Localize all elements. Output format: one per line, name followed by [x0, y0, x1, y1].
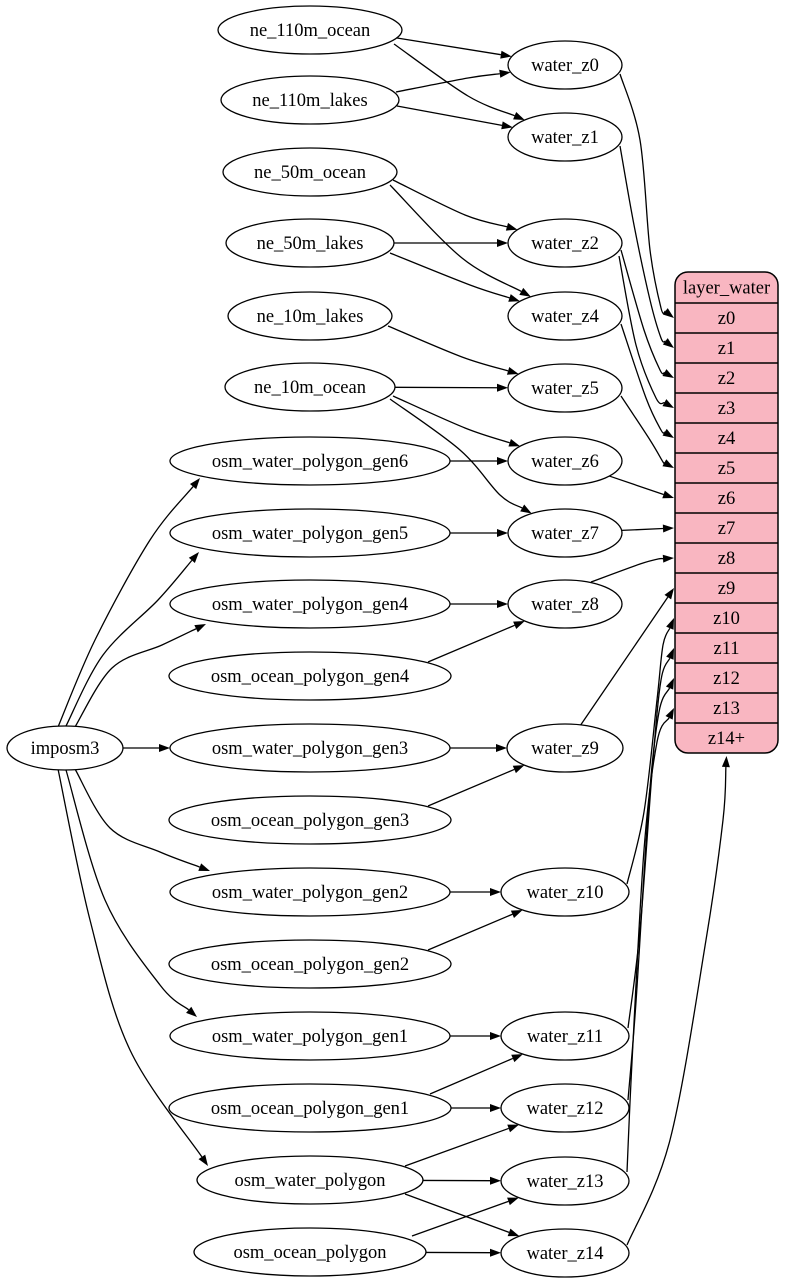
arrowhead-icon — [507, 367, 519, 375]
table-row-z12: z12 — [713, 669, 740, 689]
node-label-water_z7: water_z7 — [531, 524, 599, 544]
table-row-z3: z3 — [717, 399, 736, 419]
node-water_z14 — [501, 1229, 629, 1277]
node-label-water_z13: water_z13 — [526, 1172, 604, 1192]
arrowhead-icon — [490, 1104, 501, 1112]
node-label-ne_110m_lakes: ne_110m_lakes — [252, 91, 368, 111]
arrowhead-icon — [507, 1125, 519, 1133]
node-label-ne_10m_ocean: ne_10m_ocean — [254, 378, 366, 398]
edge-water_z0-to-z0 — [620, 74, 665, 313]
arrowhead-icon — [513, 765, 525, 773]
edge-ne_50m_ocean-to-water_z2 — [393, 180, 507, 227]
table-row-z5: z5 — [717, 459, 736, 479]
edge-ne_110m_lakes-to-water_z1 — [397, 106, 502, 125]
node-label-imposm3: imposm3 — [30, 739, 100, 759]
table-row-z1: z1 — [717, 339, 736, 359]
arrowhead-icon — [497, 457, 508, 465]
node-osm_water_polygon — [197, 1156, 423, 1204]
edge-ne_110m_ocean-to-water_z0 — [397, 38, 501, 55]
edge-ne_50m_lakes-to-water_z4 — [390, 253, 509, 298]
node-label-osm_water_polygon_gen5: osm_water_polygon_gen5 — [211, 524, 409, 544]
node-osm_water_polygon_gen6 — [170, 437, 450, 485]
arrowhead-icon — [497, 384, 508, 392]
arrowhead-icon — [490, 1249, 501, 1257]
node-osm_ocean_polygon_gen1 — [169, 1084, 451, 1132]
table-row-z7: z7 — [717, 519, 736, 539]
table-row-z13: z13 — [713, 699, 740, 719]
edges-layer — [58, 38, 730, 1257]
node-ne_110m_ocean — [218, 6, 402, 54]
node-label-osm_ocean_polygon_gen1: osm_ocean_polygon_gen1 — [210, 1099, 410, 1119]
arrowhead-icon — [508, 294, 520, 302]
node-label-osm_ocean_polygon: osm_ocean_polygon — [233, 1243, 387, 1263]
arrowhead-icon — [497, 239, 508, 247]
edge-osm_ocean_polygon-to-water_z13 — [412, 1201, 508, 1236]
edge-osm_ocean_polygon_gen3-to-water_z9 — [428, 769, 514, 806]
node-water_z10 — [501, 868, 629, 916]
node-label-water_z11: water_z11 — [526, 1027, 604, 1047]
nodes-layer — [7, 6, 629, 1277]
edge-water_z14-to-z14+ — [627, 767, 726, 1245]
node-label-water_z10: water_z10 — [526, 883, 604, 903]
node-label-ne_50m_ocean: ne_50m_ocean — [254, 163, 366, 183]
arrowhead-icon — [666, 648, 674, 660]
node-osm_water_polygon_gen5 — [170, 509, 450, 557]
node-osm_ocean_polygon_gen2 — [169, 940, 451, 988]
arrowhead-icon — [490, 1032, 501, 1040]
arrowhead-icon — [662, 369, 674, 378]
arrowhead-icon — [507, 1198, 519, 1206]
arrowhead-icon — [666, 678, 674, 690]
table-row-z10: z10 — [713, 609, 740, 629]
arrowhead-icon — [662, 399, 674, 408]
table-row-z6: z6 — [717, 489, 736, 509]
node-ne_50m_ocean — [223, 148, 397, 196]
arrowhead-icon — [722, 756, 730, 767]
node-label-osm_water_polygon_gen3: osm_water_polygon_gen3 — [211, 739, 409, 759]
node-ne_10m_ocean — [225, 363, 395, 411]
node-osm_ocean_polygon — [194, 1228, 426, 1276]
arrowhead-icon — [513, 621, 525, 629]
arrowhead-icon — [490, 1177, 501, 1185]
table-row-z14+: z14+ — [707, 729, 746, 749]
node-water_z4 — [508, 292, 622, 340]
node-label-water_z9: water_z9 — [531, 739, 599, 759]
edge-water_z7-to-z7 — [622, 529, 663, 531]
arrowhead-icon — [666, 618, 674, 630]
table-row-z2: z2 — [717, 369, 736, 389]
node-ne_10m_lakes — [228, 292, 392, 340]
node-label-osm_ocean_polygon_gen4: osm_ocean_polygon_gen4 — [210, 667, 410, 687]
arrowhead-icon — [506, 223, 518, 231]
arrowhead-icon — [511, 1054, 523, 1062]
node-water_z11 — [501, 1012, 629, 1060]
edge-water_z11-to-z11 — [628, 658, 670, 1028]
node-label-osm_ocean_polygon_gen3: osm_ocean_polygon_gen3 — [210, 811, 410, 831]
edge-water_z4-to-z4 — [621, 324, 665, 433]
node-osm_water_polygon_gen3 — [170, 724, 450, 772]
node-label-ne_50m_lakes: ne_50m_lakes — [256, 234, 364, 254]
table-row-z8: z8 — [717, 549, 736, 569]
edge-water_z10-to-z10 — [627, 628, 670, 884]
edge-water_z6-to-z6 — [609, 476, 663, 494]
node-water_z9 — [507, 724, 623, 772]
node-osm_ocean_polygon_gen3 — [169, 796, 451, 844]
node-water_z1 — [508, 113, 622, 161]
arrowhead-icon — [665, 588, 674, 599]
edge-ne_10m_ocean-to-water_z6 — [393, 396, 510, 443]
node-label-water_z8: water_z8 — [531, 595, 599, 615]
node-imposm3 — [7, 726, 123, 770]
arrowhead-icon — [663, 525, 674, 533]
edge-osm_water_polygon-to-water_z12 — [405, 1128, 509, 1166]
node-label-osm_water_polygon_gen2: osm_water_polygon_gen2 — [211, 883, 409, 903]
arrowhead-icon — [496, 744, 507, 752]
node-water_z13 — [501, 1157, 629, 1205]
node-label-water_z4: water_z4 — [531, 307, 599, 327]
node-osm_ocean_polygon_gen4 — [169, 652, 451, 700]
table-row-z11: z11 — [713, 639, 740, 659]
node-water_z0 — [508, 41, 622, 89]
edge-imposm3-to-osm_water_polygon_gen5 — [66, 560, 192, 726]
arrowhead-icon — [194, 624, 206, 632]
node-label-osm_water_polygon: osm_water_polygon — [234, 1171, 386, 1191]
node-label-water_z14: water_z14 — [526, 1244, 604, 1264]
node-water_z2 — [508, 219, 622, 267]
arrowhead-icon — [159, 744, 170, 752]
node-water_z6 — [508, 437, 622, 485]
arrowhead-icon — [663, 429, 674, 438]
arrowhead-icon — [663, 338, 674, 348]
arrowhead-icon — [508, 439, 520, 447]
node-label-ne_110m_ocean: ne_110m_ocean — [249, 21, 371, 41]
arrowhead-icon — [662, 459, 674, 468]
node-osm_water_polygon_gen4 — [170, 580, 450, 628]
edge-water_z5-to-z5 — [621, 396, 664, 464]
table-row-z9: z9 — [717, 579, 736, 599]
arrowhead-icon — [508, 1229, 520, 1237]
node-label-osm_water_polygon_gen6: osm_water_polygon_gen6 — [211, 452, 409, 472]
edge-osm_ocean_polygon_gen4-to-water_z8 — [428, 625, 515, 662]
edge-osm_water_polygon-to-water_z14 — [405, 1194, 509, 1232]
node-label-water_z12: water_z12 — [526, 1099, 604, 1119]
edge-osm_ocean_polygon_gen2-to-water_z10 — [428, 914, 512, 950]
node-ne_110m_lakes — [221, 76, 399, 124]
edge-ne_110m_ocean-to-water_z1 — [394, 44, 515, 116]
edge-water_z12-to-z12 — [628, 688, 670, 1100]
arrowhead-icon — [666, 708, 674, 720]
node-water_z5 — [508, 364, 622, 412]
node-water_z8 — [508, 580, 622, 628]
arrowhead-icon — [511, 910, 523, 918]
edge-water_z1-to-z1 — [620, 146, 665, 342]
node-label-water_z0: water_z0 — [531, 56, 599, 76]
edge-osm_ocean_polygon_gen1-to-water_z11 — [430, 1058, 513, 1094]
node-label-osm_ocean_polygon_gen2: osm_ocean_polygon_gen2 — [210, 955, 410, 975]
node-osm_water_polygon_gen1 — [170, 1012, 450, 1060]
edge-water_z8-to-z8 — [591, 559, 663, 582]
arrowhead-icon — [198, 863, 210, 871]
node-osm_water_polygon_gen2 — [170, 868, 450, 916]
arrowhead-icon — [513, 112, 525, 120]
arrowhead-icon — [663, 555, 674, 563]
node-label-osm_water_polygon_gen4: osm_water_polygon_gen4 — [211, 595, 409, 615]
node-label-water_z5: water_z5 — [531, 379, 599, 399]
arrowhead-icon — [663, 308, 674, 318]
arrowhead-icon — [199, 1155, 208, 1166]
node-label-osm_water_polygon_gen1: osm_water_polygon_gen1 — [211, 1027, 409, 1047]
node-label-water_z1: water_z1 — [531, 128, 599, 148]
node-label-water_z2: water_z2 — [531, 234, 599, 254]
node-label-ne_10m_lakes: ne_10m_lakes — [256, 307, 364, 327]
arrowhead-icon — [497, 600, 508, 608]
table-row-z0: z0 — [717, 309, 736, 329]
arrowhead-icon — [490, 888, 501, 896]
node-ne_50m_lakes — [226, 219, 394, 267]
edge-ne_10m_lakes-to-water_z5 — [388, 326, 508, 371]
arrowhead-icon — [190, 478, 200, 489]
table-row-z4: z4 — [717, 429, 736, 449]
edge-ne_50m_ocean-to-water_z4 — [390, 185, 521, 291]
arrowhead-icon — [520, 505, 532, 514]
layer-water-table — [675, 272, 778, 753]
node-label-water_z6: water_z6 — [531, 452, 599, 472]
table-title: layer_water — [682, 278, 771, 299]
arrowhead-icon — [497, 529, 508, 537]
arrowhead-icon — [519, 288, 531, 297]
node-water_z12 — [501, 1084, 629, 1132]
arrowhead-icon — [662, 491, 674, 499]
node-water_z7 — [508, 509, 622, 557]
